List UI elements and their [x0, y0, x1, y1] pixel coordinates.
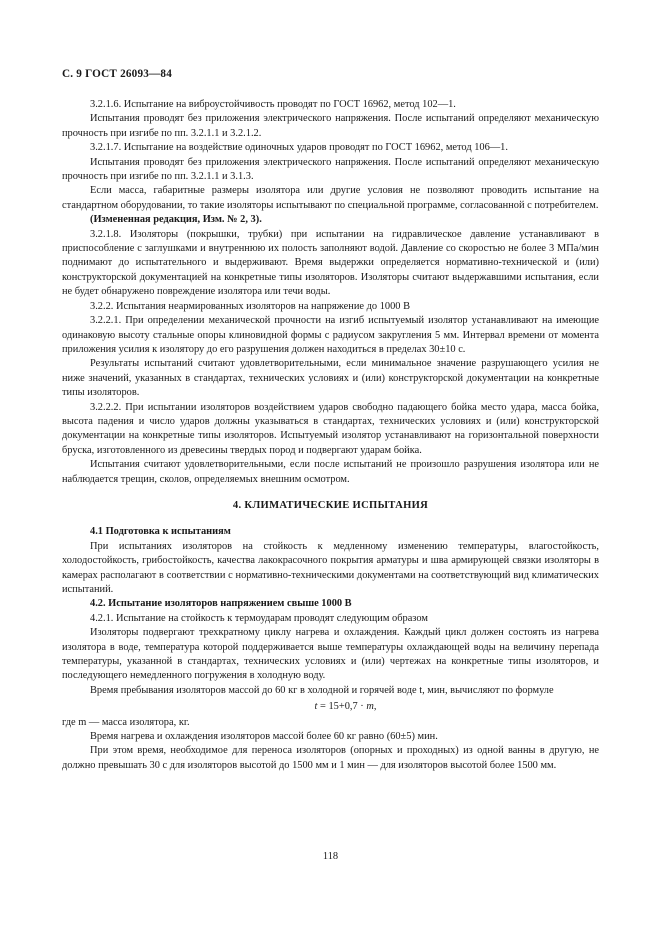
paragraph: Испытания проводят без приложения электрического напряжения. После испытаний определяют механическую прочность при изгибе по пп. 3.2.1.1 и 3.2.1.2.: [62, 113, 599, 139]
formula-rhs: = 15+0,7 ·: [317, 701, 367, 713]
page-number: 118: [322, 851, 339, 862]
page-header: С. 9 ГОСТ 26093—84: [62, 68, 173, 80]
document-body: [62, 98, 599, 773]
paragraph: 3.2.1.8. Изоляторы (покрышки, трубки) при испытании на гидравлическое давление устанавливают в приспособление с заглушками и внутреннюю их полость заполняют водой. Давление со скоростью не более 3 МПа/мин поднимают до испытательного и выдерживают. Время выдержки определяется нормативно-технической и (или) конструкторской документацией на конкретные типы изоляторов. Изоляторы считают выдержавшими испытания, если не будет обнаружено повреждение изолятора или течи воды.: [62, 228, 599, 298]
paragraph: Изоляторы подвергают трехкратному циклу нагрева и охлаждения. Каждый цикл должен состоять из нагрева изолятора в воде, температура которой поддерживается выше температуры охлаждающей воды на величину перепада температуры, указанной в стандартах, технических условиях и (или) чертежах на конкретные типы изоляторов, и последующего немедленного погружения в холодную воду.: [62, 627, 599, 682]
subsection-heading: 4.2. Испытание изоляторов напряжением свыше 1000 В: [90, 598, 352, 610]
paragraph: При испытаниях изоляторов на стойкость к медленному изменению температуры, влагостойкость, холодостойкость, грибостойкость, качества лакокрасочного покрытия арматуры и шва армирующей связки изоляторы в камерах располагают в соответствии с нормативно-техническими документами на соответствующий вид климатических испытаний.: [62, 540, 599, 595]
paragraph: 3.2.2.1. При определении механической прочности на изгиб испытуемый изолятор устанавливают на имеющие одинаковую высоту стальные опоры клиновидной формы с радиусом закругления 5 мм. Интервал времени от момента приложения усилия к изолятору до его разрушения должен находиться в пределах 30±10 с.: [62, 315, 599, 355]
amendment-note: (Измененная редакция, Изм. № 2, 3).: [90, 214, 262, 226]
formula-legend: где m — масса изолятора, кг.: [62, 716, 190, 728]
paragraph: 3.2.2. Испытания неармированных изоляторов на напряжение до 1000 В: [90, 300, 410, 312]
paragraph: Если масса, габаритные размеры изолятора или другие условия не позволяют проводить испытание на стандартном оборудовании, то такие изоляторы испытывают по специальной программе, согласованной с потребителем.: [62, 185, 599, 211]
paragraph: Испытания считают удовлетворительными, если после испытаний не произошло разрушения изолятора или не наблюдается трещин, сколов, определяемых внешним осмотром.: [62, 459, 599, 485]
formula: [62, 700, 599, 714]
paragraph: 4.2.1. Испытание на стойкость к термоударам проводят следующим образом: [90, 612, 428, 624]
subsection-heading: 4.1 Подготовка к испытаниям: [90, 526, 231, 538]
paragraph: Испытания проводят без приложения электрического напряжения. После испытаний определяют механическую прочность при изгибе по пп. 3.2.1.1 и 3.1.3.: [62, 156, 599, 183]
section-title: 4. КЛИМАТИЧЕСКИЕ ИСПЫТАНИЯ: [232, 499, 429, 511]
paragraph: Время нагрева и охлаждения изоляторов массой более 60 кг равно (60±5) мин.: [90, 731, 438, 743]
paragraph: 3.2.1.6. Испытание на виброустойчивость проводят по ГОСТ 16962, метод 102—1.: [90, 99, 456, 110]
formula-end: ,: [373, 701, 377, 713]
paragraph: Время пребывания изоляторов массой до 60 кг в холодной и горячей воде t, мин, вычисляют по формуле: [90, 684, 554, 696]
paragraph: При этом время, необходимое для переноса изоляторов (опорных и проходных) из одной ванны в другую, не должно превышать 30 с для изоляторов высотой до 1500 мм и 1 мин — для изоляторов высотой более 1500 мм.: [62, 745, 599, 771]
paragraph: 3.2.2.2. При испытании изоляторов воздействием ударов свободно падающего бойка место удара, масса бойка, высота падения и число ударов должны указываться в стандартах, технических условиях и (или) конструкторской документации на конкретные типы изоляторов. Испытуемый изолятор устанавливают на горизонтальной поверхности бруска, изготовленного из древесины твердых пород и подвергают ударам бойка.: [62, 401, 599, 456]
paragraph: Результаты испытаний считают удовлетворительными, если минимальное значение разрушающего усилия не ниже значений, указанных в стандартах, технических условиях и (или) конструкторской документации на конкретные типы изоляторов.: [62, 358, 599, 399]
formula-lhs: t: [314, 701, 318, 713]
paragraph: 3.2.1.7. Испытание на воздействие одиночных ударов проводят по ГОСТ 16962, метод 106—1.: [90, 142, 508, 154]
formula-var: m: [366, 701, 374, 713]
